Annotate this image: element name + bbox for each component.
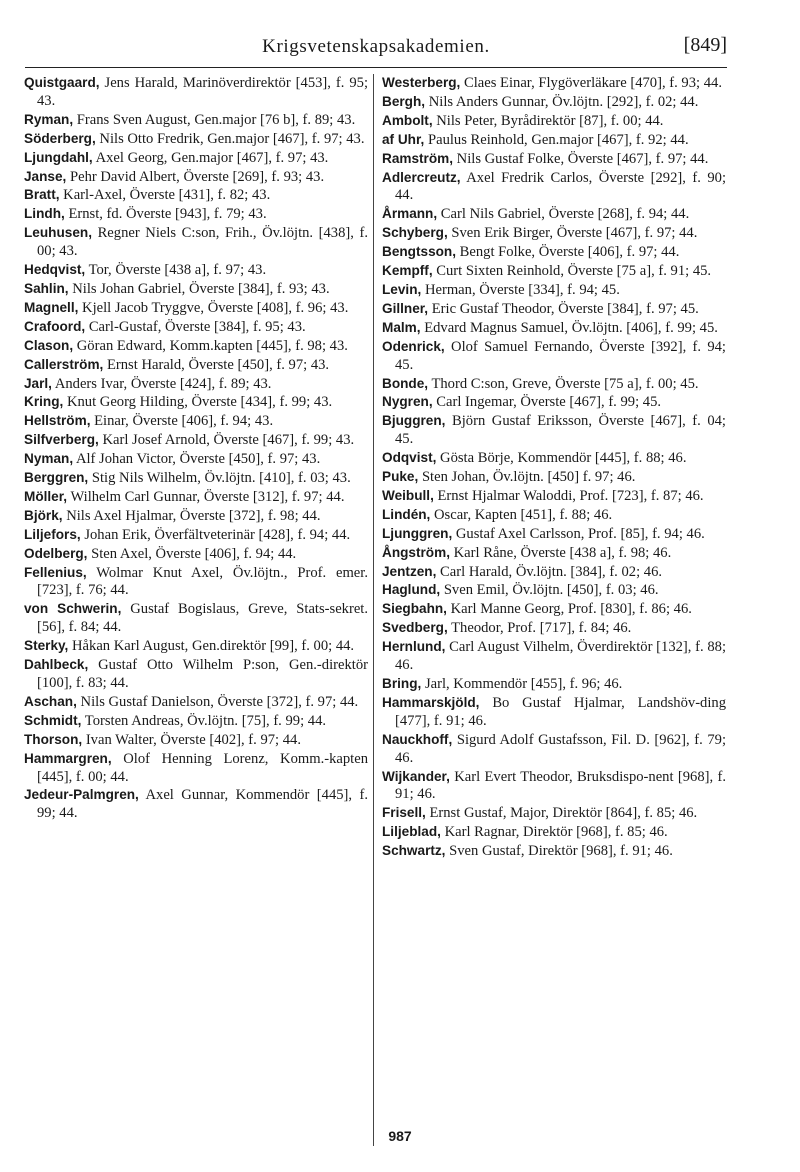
entry-details: Carl August Vilhelm, Överdirektör [132], f. 88; 46. bbox=[395, 639, 727, 674]
entry-details: Karl Manne Georg, Prof. [830], f. 86; 46. bbox=[450, 601, 692, 618]
entry-surname: Schwartz, bbox=[382, 843, 446, 859]
register-entry bbox=[382, 731, 726, 768]
register-entry bbox=[382, 694, 726, 731]
entry-surname: Siegbahn, bbox=[382, 601, 447, 617]
entry-surname: Berggren, bbox=[24, 470, 89, 486]
entry-surname: Liljefors, bbox=[24, 526, 81, 542]
header-title: Krigsvetenskapsakademien. bbox=[262, 36, 490, 57]
entry-details: Nils Johan Gabriel, Överste [384], f. 93; 43. bbox=[72, 280, 330, 297]
register-entry bbox=[24, 507, 368, 526]
entry-details: Einar, Överste [406], f. 94; 43. bbox=[94, 413, 274, 430]
entry-details: Karl Ragnar, Direktör [968], f. 85; 46. bbox=[444, 824, 668, 841]
register-entry bbox=[24, 111, 368, 130]
entry-details: Gustaf Bogislaus, Greve, Stats-sekret. [56], f. 84; 44. bbox=[37, 601, 369, 636]
entry-details: Bo Gustaf Hjalmar, Landshöv-ding [477], f. 91; 46. bbox=[395, 694, 726, 729]
register-entry bbox=[382, 150, 726, 169]
entry-surname: Nygren, bbox=[382, 394, 433, 410]
register-entry bbox=[24, 656, 368, 693]
entry-surname: Clason, bbox=[24, 337, 74, 353]
entry-surname: Jentzen, bbox=[382, 563, 437, 579]
register-entry bbox=[382, 205, 726, 224]
register-entry bbox=[24, 412, 368, 431]
entry-details: Nils Gustaf Folke, Överste [467], f. 97; 44. bbox=[456, 150, 709, 167]
register-entry bbox=[24, 318, 368, 337]
entry-surname: Dahlbeck, bbox=[24, 657, 89, 673]
entry-surname: Puke, bbox=[382, 469, 419, 485]
register-entry bbox=[24, 450, 368, 469]
entry-details: Thord C:son, Greve, Överste [75 a], f. 00; 45. bbox=[431, 375, 699, 392]
register-entry bbox=[382, 375, 726, 394]
entry-details: Sven Erik Birger, Överste [467], f. 97; 44. bbox=[451, 225, 698, 242]
entry-details: Paulus Reinhold, Gen.major [467], f. 92; 44. bbox=[427, 131, 689, 148]
register-entry bbox=[382, 768, 726, 805]
register-entry bbox=[24, 375, 368, 394]
entry-surname: Odenrick, bbox=[382, 338, 445, 354]
entry-details: Sven Emil, Öv.löjtn. [450], f. 03; 46. bbox=[443, 582, 659, 599]
entry-details: Jarl, Kommendör [455], f. 96; 46. bbox=[424, 676, 623, 692]
entry-surname: Ryman, bbox=[24, 111, 74, 127]
entry-surname: Bergh, bbox=[382, 93, 426, 109]
register-entry bbox=[24, 186, 368, 205]
entry-surname: Leuhusen, bbox=[24, 225, 92, 241]
entry-surname: Svedberg, bbox=[382, 620, 448, 636]
register-entry bbox=[24, 299, 368, 318]
entry-surname: Levin, bbox=[382, 281, 422, 297]
entry-surname: Bonde, bbox=[382, 375, 429, 391]
register-entry bbox=[24, 356, 368, 375]
entry-details: Johan Erik, Överfältveterinär [428], f. 94; 44. bbox=[84, 526, 351, 543]
register-entry bbox=[382, 74, 726, 93]
entry-surname: Silfverberg, bbox=[24, 432, 99, 448]
entry-surname: Aschan, bbox=[24, 693, 77, 709]
entry-surname: Schmidt, bbox=[24, 712, 82, 728]
entry-details: Nils Anders Gunnar, Öv.löjtn. [292], f. 02; 44. bbox=[428, 93, 699, 110]
register-entry bbox=[382, 319, 726, 338]
entry-surname: Hammarskjöld, bbox=[382, 694, 480, 710]
entry-details: Wolmar Knut Axel, Öv.löjtn., Prof. emer. [723], f. 76; 44. bbox=[37, 564, 368, 599]
entry-details: Bengt Folke, Överste [406], f. 97; 44. bbox=[459, 244, 680, 261]
register-entry bbox=[382, 112, 726, 131]
entry-surname: Ramström, bbox=[382, 150, 454, 166]
entry-surname: Quistgaard, bbox=[24, 75, 100, 90]
register-entry bbox=[382, 525, 726, 544]
register-entry bbox=[382, 338, 726, 375]
entry-details: Axel Georg, Gen.major [467], f. 97; 43. bbox=[95, 149, 329, 166]
register-entry bbox=[382, 804, 726, 823]
register-entry bbox=[24, 280, 368, 299]
entry-surname: Lindén, bbox=[382, 506, 431, 522]
entry-surname: Nauckhoff, bbox=[382, 731, 453, 747]
entry-surname: Lindh, bbox=[24, 206, 65, 222]
register-entry bbox=[24, 130, 368, 149]
entry-details: Frans Sven August, Gen.major [76 b], f. 89; 43. bbox=[76, 111, 356, 128]
entry-details: Göran Edward, Komm.kapten [445], f. 98; 43. bbox=[76, 337, 348, 354]
entry-surname: Ambolt, bbox=[382, 112, 433, 128]
entry-surname: Jarl, bbox=[24, 375, 52, 391]
entry-surname: Hedqvist, bbox=[24, 262, 86, 278]
header-rule bbox=[25, 67, 727, 68]
entry-details: Claes Einar, Flygöverläkare [470], f. 93; 44. bbox=[463, 75, 722, 91]
register-entry bbox=[382, 300, 726, 319]
entry-details: Alf Johan Victor, Överste [450], f. 97; 43. bbox=[75, 451, 321, 468]
entry-details: Carl Ingemar, Överste [467], f. 99; 45. bbox=[436, 394, 662, 411]
entry-details: Edvard Magnus Samuel, Öv.löjtn. [406], f. 99; 45. bbox=[424, 319, 718, 336]
entry-surname: Hammargren, bbox=[24, 750, 112, 766]
entry-details: Nils Gustaf Danielson, Överste [372], f. 97; 44. bbox=[80, 693, 359, 710]
register-entry bbox=[24, 337, 368, 356]
entry-surname: Björk, bbox=[24, 507, 63, 523]
register-entry bbox=[24, 564, 368, 601]
register-entry bbox=[24, 712, 368, 731]
page-number: 987 bbox=[388, 1128, 412, 1144]
entry-details: Curt Sixten Reinhold, Överste [75 a], f. 91; 45. bbox=[436, 263, 712, 280]
entry-details: Torsten Andreas, Öv.löjtn. [75], f. 99; 44. bbox=[84, 712, 327, 729]
entry-details: Regner Niels C:son, Frih., Öv.löjtn. [438], f. 00; 43. bbox=[37, 225, 368, 260]
register-entry bbox=[382, 169, 726, 206]
entry-details: Axel Gunnar, Kommendör [445], f. 99; 44. bbox=[37, 787, 368, 822]
register-entry bbox=[24, 786, 368, 823]
entry-details: Håkan Karl August, Gen.direktör [99], f. 00; 44. bbox=[72, 638, 355, 655]
entry-surname: Schyberg, bbox=[382, 225, 448, 241]
entry-details: Ivan Walter, Överste [402], f. 97; 44. bbox=[85, 731, 302, 748]
register-entry bbox=[24, 393, 368, 412]
register-entry bbox=[382, 619, 726, 638]
register-entry bbox=[382, 600, 726, 619]
column-divider bbox=[373, 74, 374, 1146]
entry-details: Jens Harald, Marinöverdirektör [453], f. 95; 43. bbox=[37, 75, 369, 109]
entry-surname: Hellström, bbox=[24, 413, 91, 429]
entry-details: Olof Henning Lorenz, Komm.-kapten [445], f. 00; 44. bbox=[37, 750, 368, 785]
register-entry bbox=[382, 262, 726, 281]
entry-surname: Bengtsson, bbox=[382, 244, 457, 260]
entry-details: Theodor, Prof. [717], f. 84; 46. bbox=[451, 620, 632, 637]
entry-surname: Odelberg, bbox=[24, 545, 88, 561]
register-entry bbox=[24, 261, 368, 280]
register-entry bbox=[24, 74, 368, 111]
entry-details: Nils Axel Hjalmar, Överste [372], f. 98; 44. bbox=[66, 507, 321, 524]
register-entry bbox=[382, 449, 726, 468]
entry-details: Herman, Överste [334], f. 94; 45. bbox=[424, 281, 620, 298]
running-header bbox=[25, 34, 727, 64]
entry-surname: Möller, bbox=[24, 488, 68, 504]
entry-surname: Sahlin, bbox=[24, 280, 69, 296]
entry-surname: Ångström, bbox=[382, 544, 450, 560]
register-entry bbox=[24, 750, 368, 787]
left-column bbox=[24, 74, 368, 823]
entry-details: Knut Georg Hilding, Överste [434], f. 99; 43. bbox=[66, 394, 333, 411]
entry-surname: Wijkander, bbox=[382, 768, 450, 784]
entry-details: Carl Nils Gabriel, Överste [268], f. 94; 44. bbox=[440, 206, 690, 223]
entry-surname: Bratt, bbox=[24, 187, 60, 203]
register-entry bbox=[24, 224, 368, 261]
register-entry bbox=[382, 506, 726, 525]
entry-surname: Ljunggren, bbox=[382, 525, 453, 541]
entry-details: Carl-Gustaf, Överste [384], f. 95; 43. bbox=[88, 318, 306, 335]
entry-surname: Hernlund, bbox=[382, 639, 446, 655]
entry-details: Eric Gustaf Theodor, Överste [384], f. 97; 45. bbox=[431, 300, 699, 317]
entry-details: Gösta Börje, Kommendör [445], f. 88; 46. bbox=[440, 450, 687, 467]
entry-details: Axel Fredrik Carlos, Överste [292], f. 90; 44. bbox=[395, 169, 727, 204]
entry-surname: Jedeur-Palmgren, bbox=[24, 787, 139, 803]
entry-surname: Thorson, bbox=[24, 731, 83, 747]
register-entry bbox=[382, 638, 726, 675]
entry-surname: Odqvist, bbox=[382, 450, 437, 466]
entry-details: Karl Evert Theodor, Bruksdispo-nent [968], f. 91; 46. bbox=[395, 768, 726, 803]
register-entry bbox=[382, 281, 726, 300]
entry-details: Karl Josef Arnold, Överste [467], f. 99; 43. bbox=[102, 432, 355, 449]
register-entry bbox=[382, 581, 726, 600]
entry-surname: Liljeblad, bbox=[382, 824, 441, 840]
entry-surname: Nyman, bbox=[24, 451, 74, 467]
entry-details: Pehr David Albert, Överste [269], f. 93; 43. bbox=[69, 168, 325, 185]
entry-details: Sten Axel, Överste [406], f. 94; 44. bbox=[91, 545, 297, 562]
register-entry bbox=[382, 468, 726, 487]
entry-details: Carl Harald, Öv.löjtn. [384], f. 02; 46. bbox=[440, 563, 663, 580]
entry-details: Karl-Axel, Överste [431], f. 82; 43. bbox=[63, 187, 271, 204]
entry-surname: Sterky, bbox=[24, 638, 69, 654]
entry-details: Gustaf Otto Wilhelm P:son, Gen.-direktör [100], f. 83; 44. bbox=[37, 657, 368, 691]
entry-details: Wilhelm Carl Gunnar, Överste [312], f. 97; 44. bbox=[70, 488, 345, 505]
register-entry bbox=[382, 842, 726, 861]
entry-details: Sven Gustaf, Direktör [968], f. 91; 46. bbox=[449, 843, 673, 860]
entry-surname: Bjuggren, bbox=[382, 413, 446, 429]
entry-surname: Söderberg, bbox=[24, 130, 96, 146]
entry-details: Ernst, fd. Överste [943], f. 79; 43. bbox=[68, 206, 267, 223]
register-entry bbox=[382, 393, 726, 412]
entry-details: Anders Ivar, Överste [424], f. 89; 43. bbox=[54, 375, 272, 392]
register-entry bbox=[382, 487, 726, 506]
entry-details: Sigurd Adolf Gustafsson, Fil. D. [962], f. 79; 46. bbox=[395, 731, 726, 766]
entry-surname: Callerström, bbox=[24, 356, 104, 372]
entry-surname: Kempff, bbox=[382, 263, 433, 279]
entry-surname: Haglund, bbox=[382, 582, 441, 598]
register-entry bbox=[24, 693, 368, 712]
register-entry bbox=[382, 675, 726, 694]
entry-details: Olof Samuel Fernando, Överste [392], f. 94; 45. bbox=[395, 338, 726, 373]
entry-details: Nils Otto Fredrik, Gen.major [467], f. 97; 43. bbox=[99, 130, 365, 147]
entry-surname: Bring, bbox=[382, 676, 422, 691]
register-entry bbox=[382, 544, 726, 563]
entry-details: Karl Råne, Överste [438 a], f. 98; 46. bbox=[453, 544, 672, 561]
register-entry bbox=[24, 168, 368, 187]
register-entry bbox=[382, 563, 726, 582]
entry-surname: Gillner, bbox=[382, 300, 429, 316]
register-entry bbox=[382, 93, 726, 112]
entry-surname: Adlercreutz, bbox=[382, 169, 461, 185]
register-entry bbox=[382, 412, 726, 449]
entry-surname: Frisell, bbox=[382, 805, 426, 821]
entry-details: Stig Nils Wilhelm, Öv.löjtn. [410], f. 03; 43. bbox=[91, 470, 351, 487]
register-entry bbox=[382, 224, 726, 243]
register-entry bbox=[24, 637, 368, 656]
entry-details: Tor, Överste [438 a], f. 97; 43. bbox=[88, 262, 267, 279]
register-entry bbox=[382, 243, 726, 262]
register-entry bbox=[382, 131, 726, 150]
entry-surname: Kring, bbox=[24, 394, 64, 410]
entry-surname: Magnell, bbox=[24, 299, 79, 315]
entry-surname: Janse, bbox=[24, 168, 67, 184]
entry-details: Kjell Jacob Tryggve, Överste [408], f. 96; 43. bbox=[82, 299, 349, 316]
register-entry bbox=[24, 205, 368, 224]
entry-details: Gustaf Axel Carlsson, Prof. [85], f. 94; 46. bbox=[455, 525, 705, 542]
register-entry bbox=[24, 469, 368, 488]
entry-surname: Fellenius, bbox=[24, 564, 87, 580]
entry-surname: af Uhr, bbox=[382, 131, 425, 147]
entry-details: Oscar, Kapten [451], f. 88; 46. bbox=[434, 506, 613, 523]
entry-surname: Årmann, bbox=[382, 206, 438, 222]
entry-details: Nils Peter, Byrådirektör [87], f. 00; 44. bbox=[436, 112, 664, 129]
entry-details: Ernst Gustaf, Major, Direktör [864], f. 85; 46. bbox=[429, 805, 698, 822]
entry-details: Björn Gustaf Eriksson, Överste [467], f. 04; 45. bbox=[395, 413, 726, 448]
register-entry bbox=[24, 545, 368, 564]
header-page-ref: [849] bbox=[683, 34, 727, 56]
entry-surname: Weibull, bbox=[382, 487, 434, 503]
register-entry bbox=[24, 526, 368, 545]
register-entry bbox=[24, 731, 368, 750]
entry-surname: Ljungdahl, bbox=[24, 149, 93, 165]
entry-details: Ernst Harald, Överste [450], f. 97; 43. bbox=[106, 356, 330, 373]
register-entry bbox=[24, 488, 368, 507]
entry-surname: von Schwerin, bbox=[24, 601, 122, 617]
register-entry bbox=[382, 823, 726, 842]
entry-surname: Westerberg, bbox=[382, 75, 461, 90]
entry-surname: Malm, bbox=[382, 319, 421, 335]
entry-details: Sten Johan, Öv.löjtn. [450] f. 97; 46. bbox=[421, 469, 636, 486]
entry-surname: Crafoord, bbox=[24, 318, 86, 334]
right-column bbox=[382, 74, 726, 861]
entry-details: Ernst Hjalmar Waloddi, Prof. [723], f. 87; 46. bbox=[437, 487, 704, 504]
register-entry bbox=[24, 600, 368, 637]
register-entry bbox=[24, 431, 368, 450]
register-entry bbox=[24, 149, 368, 168]
